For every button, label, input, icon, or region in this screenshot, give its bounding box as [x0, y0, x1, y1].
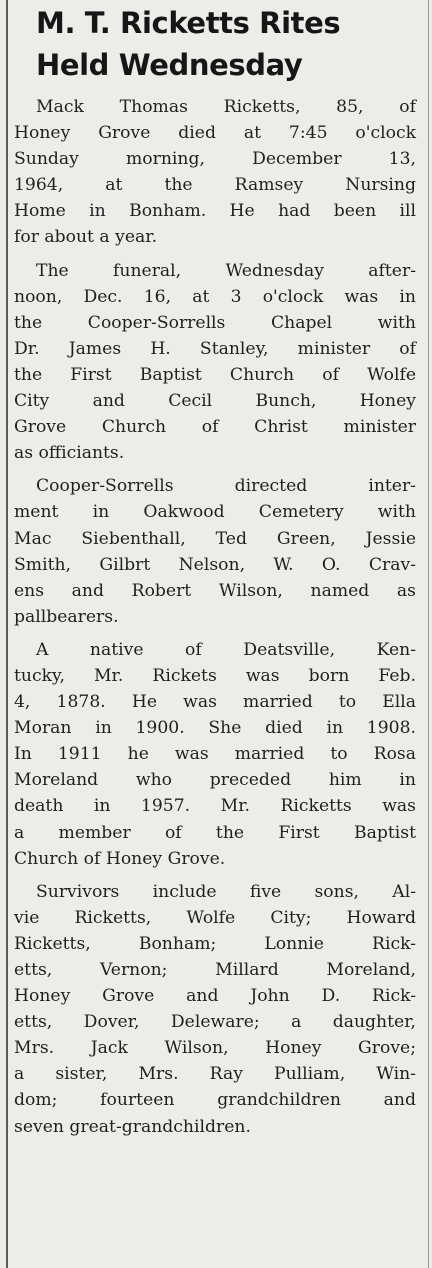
paragraph-survivors [14, 879, 416, 1140]
text-line: vie Ricketts, Wolfe City; Howard [14, 907, 416, 928]
text-line: Grove Church of Christ minister [14, 417, 416, 438]
text-line: 1964, at the Ramsey Nursing [14, 175, 416, 196]
text-line: The funeral, Wednesday after- [36, 260, 416, 281]
paragraph-biography [14, 637, 416, 872]
column-rule-left [6, 0, 8, 1268]
text-line: pallbearers. [14, 606, 119, 627]
article-body [14, 94, 416, 1147]
text-line: 4, 1878. He was married to Ella [14, 692, 416, 713]
text-line: In 1911 he was married to Rosa [14, 744, 416, 765]
text-line: Moran in 1900. She died in 1908. [14, 718, 416, 739]
text-line: A native of Deatsville, Ken- [36, 639, 416, 660]
text-line: Ricketts, Bonham; Lonnie Rick- [14, 933, 416, 954]
text-line: Mrs. Jack Wilson, Honey Grove; [14, 1038, 416, 1059]
text-line: Honey Grove died at 7:45 o'clock [14, 123, 416, 144]
text-line: Dr. James H. Stanley, minister of [14, 338, 416, 359]
text-line: Moreland who preceded him in [14, 770, 416, 791]
text-line: as officiants. [14, 443, 125, 464]
headline [36, 2, 428, 86]
text-line: Cooper-Sorrells directed inter- [36, 476, 416, 497]
text-line: Mac Siebenthall, Ted Green, Jessie [14, 528, 416, 549]
paragraph-death-notice [14, 94, 416, 251]
text-line: Church of Honey Grove. [14, 848, 226, 869]
text-line: seven great-grandchildren. [14, 1116, 251, 1137]
text-line: Survivors include five sons, Al- [36, 881, 416, 902]
paragraph-interment [14, 473, 416, 630]
text-line: tucky, Mr. Rickets was born Feb. [14, 665, 416, 686]
text-line: a member of the First Baptist [14, 822, 416, 843]
text-line: the First Baptist Church of Wolfe [14, 364, 416, 385]
text-line: noon, Dec. 16, at 3 o'clock was in [14, 286, 416, 307]
paragraph-funeral [14, 258, 416, 467]
text-line: Mack Thomas Ricketts, 85, of [36, 97, 416, 117]
text-line: ment in Oakwood Cemetery with [14, 502, 416, 523]
column-rule-right [428, 0, 429, 1268]
text-line: Smith, Gilbrt Nelson, W. O. Crav- [14, 554, 416, 575]
headline-line: Held Wednesday [36, 48, 303, 82]
text-line: Sunday morning, December 13, [14, 149, 416, 170]
text-line: for about a year. [14, 227, 158, 248]
text-line: death in 1957. Mr. Ricketts was [14, 796, 416, 817]
text-line: Home in Bonham. He had been ill [14, 201, 416, 222]
text-line: the Cooper-Sorrells Chapel with [14, 312, 416, 333]
text-line: dom; fourteen grandchildren and [14, 1090, 416, 1111]
text-line: Honey Grove and John D. Rick- [14, 986, 416, 1007]
text-line: etts, Dover, Deleware; a daughter, [14, 1012, 416, 1033]
text-line: City and Cecil Bunch, Honey [14, 391, 416, 412]
headline-line: M. T. Ricketts Rites [36, 6, 341, 40]
text-line: a sister, Mrs. Ray Pulliam, Win- [14, 1064, 416, 1085]
text-line: etts, Vernon; Millard Moreland, [14, 960, 416, 980]
text-line: ens and Robert Wilson, named as [14, 580, 416, 601]
